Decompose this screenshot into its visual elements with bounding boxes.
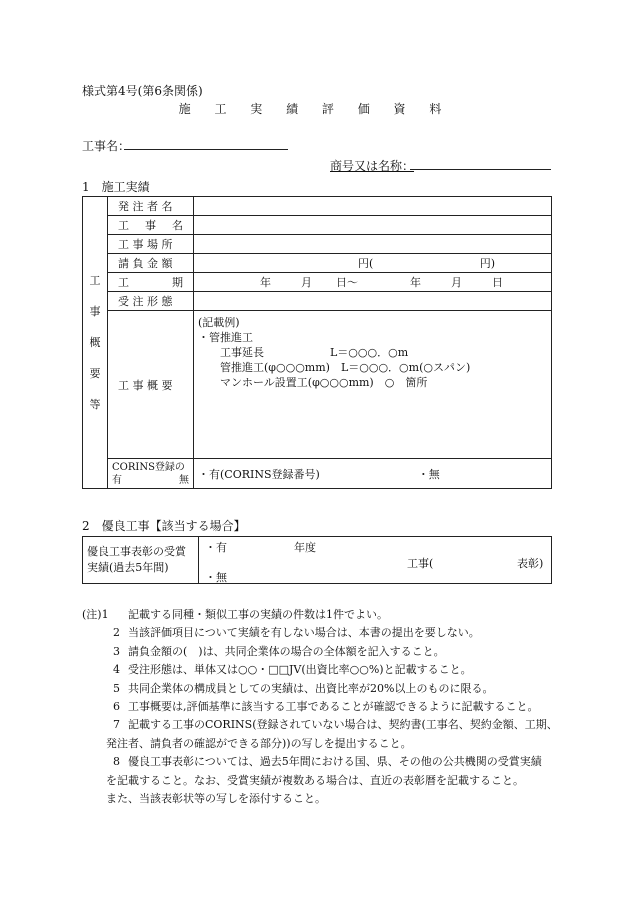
overview-field[interactable] bbox=[194, 311, 552, 459]
award-fiscal-year: 年度 bbox=[294, 541, 316, 554]
client-field[interactable] bbox=[194, 197, 552, 216]
award-no-option[interactable]: ・無 bbox=[205, 571, 227, 584]
period-month-1: 月 bbox=[301, 276, 312, 289]
note-item: 2 当該評価項目について実績を有しない場合は、本書の提出を要しない。 bbox=[113, 626, 480, 640]
period-day-1: 日〜 bbox=[336, 276, 358, 289]
notes bbox=[82, 606, 558, 808]
work-name-field[interactable] bbox=[194, 216, 552, 235]
label-work-name: 工 事 名 bbox=[108, 216, 194, 235]
note-item: 5 共同企業体の構成員としての実績は、出資比率が20%以上のものに限る。 bbox=[113, 681, 494, 695]
note-item: 7 記載する工事のCORINS(登録されていない場合は、契約書(工事名、契約金額、工期、 bbox=[113, 718, 558, 732]
document-title: 施 工 実 績 評 価 資 料 bbox=[178, 102, 452, 116]
period-field[interactable] bbox=[194, 273, 552, 292]
label-overview: 工 事 概 要 bbox=[108, 311, 194, 459]
note-item-continued: また、当該表彰状等の写しを添付すること。 bbox=[106, 792, 326, 806]
section-1-heading: 1 施工実績 bbox=[82, 180, 150, 194]
note-item-continued: 発注者、請負者の確認ができる部分))の写しを提出すること。 bbox=[106, 736, 412, 750]
construction-record-table bbox=[82, 196, 552, 489]
period-year-2: 年 bbox=[410, 276, 421, 289]
section-2-heading: 2 優良工事【該当する場合】 bbox=[82, 519, 246, 533]
note-item-continued: を記載すること。なお、受賞実績が複数ある場合は、直近の表彰暦を記載すること。 bbox=[106, 773, 524, 787]
label-amount: 請 負 金 額 bbox=[108, 254, 194, 273]
overview-line: ・管推進工 bbox=[198, 331, 253, 344]
label-period: 工 期 bbox=[108, 273, 194, 292]
award-commendation: 表彰) bbox=[517, 557, 544, 570]
note-item: 4 受注形態は、単体又は○○・□□JV(出資比率○○%)と記載すること。 bbox=[113, 663, 472, 677]
note-item: 8 優良工事表彰については、過去5年間における国、県、その他の公共機関の受賞実績 bbox=[113, 755, 542, 769]
yen-right: 円) bbox=[479, 257, 495, 270]
period-month-2: 月 bbox=[451, 276, 462, 289]
project-name-label: 工事名： bbox=[82, 139, 131, 153]
project-name-field[interactable] bbox=[124, 149, 288, 150]
label-location: 工 事 場 所 bbox=[108, 235, 194, 254]
corins-yes-option[interactable]: ・有(CORINS登録番号) bbox=[198, 467, 320, 481]
yen-left: 円( bbox=[358, 257, 374, 270]
order-type-field[interactable] bbox=[194, 292, 552, 311]
corins-field[interactable] bbox=[194, 459, 552, 489]
note-item: 3 請負金額の( )は、共同企業体の場合の全体額を記入すること。 bbox=[113, 644, 445, 658]
corins-no-option[interactable]: ・無 bbox=[417, 467, 440, 481]
side-label-overview: 工 事 概 要 等 bbox=[83, 197, 108, 489]
overview-line: 管推進工(φ○○○mm) L＝○○○．○m(○スパン) bbox=[220, 361, 471, 374]
note-item: (注)1 記載する同種・類似工事の実績の件数は1件でよい。 bbox=[82, 608, 388, 621]
excellent-work-table bbox=[82, 536, 552, 584]
label-order-type: 受 注 形 態 bbox=[108, 292, 194, 311]
company-name-label: 商号又は名称： bbox=[330, 159, 415, 173]
overview-line: (記載例) bbox=[198, 316, 240, 329]
form-number: 様式第4号(第6条関係) bbox=[82, 84, 203, 98]
overview-line: マンホール設置工(φ○○○mm) ○ 箇所 bbox=[220, 376, 428, 389]
overview-line: 工事延長 L＝○○○．○m bbox=[220, 346, 409, 359]
period-day-2: 日 bbox=[492, 276, 503, 289]
note-item: 6 工事概要は,評価基準に該当する工事であることが確認できるように記載すること。 bbox=[113, 700, 539, 714]
label-corins: CORINS登録の 有 無 bbox=[108, 459, 194, 489]
label-client: 発 注 者 名 bbox=[108, 197, 194, 216]
location-field[interactable] bbox=[194, 235, 552, 254]
award-yes-option[interactable]: ・有 bbox=[205, 541, 227, 554]
period-year-1: 年 bbox=[260, 276, 271, 289]
award-construction: 工事( bbox=[407, 557, 434, 570]
award-field[interactable] bbox=[199, 537, 552, 584]
company-name-field[interactable] bbox=[410, 169, 551, 170]
amount-field[interactable] bbox=[194, 254, 552, 273]
label-award-record: 優良工事表彰の受賞 実績(過去5年間) bbox=[83, 537, 199, 584]
